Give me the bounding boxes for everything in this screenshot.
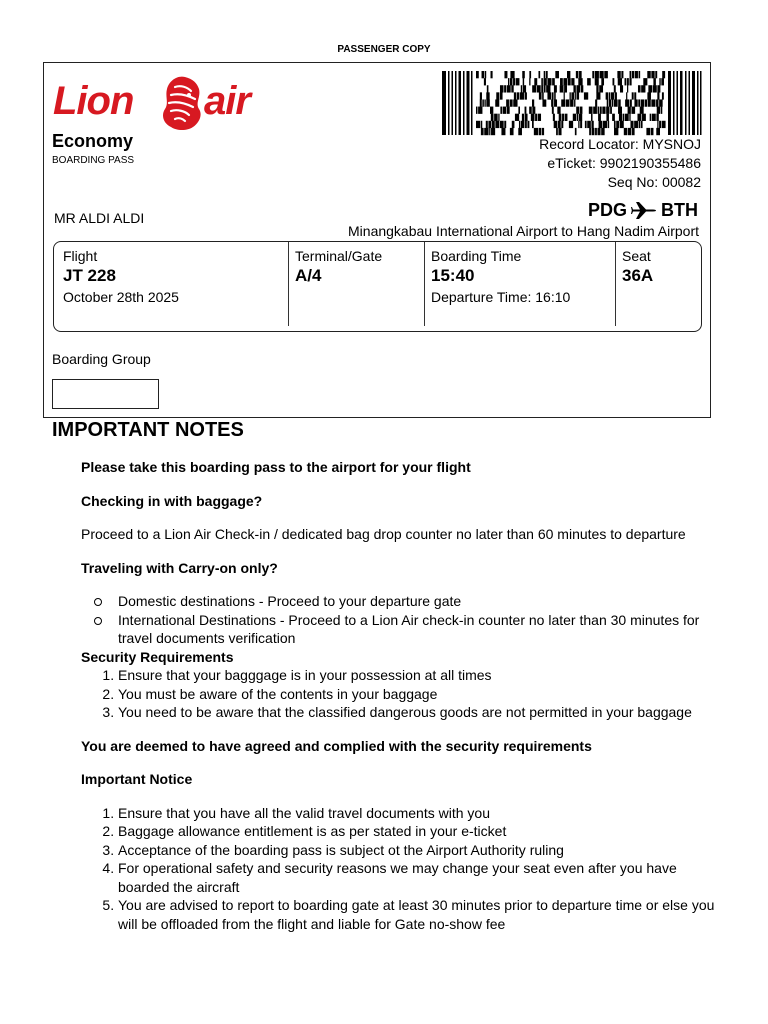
list-item: 2. You must be aware of the contents in your baggage bbox=[118, 685, 731, 704]
cabin-class: Economy bbox=[52, 131, 134, 151]
seat-number: 36A bbox=[622, 266, 654, 285]
agreement-text: You are deemed to have agreed and complied with the security requirements bbox=[81, 737, 592, 754]
baggage-text: Proceed to a Lion Air Check-in / dedicated bag drop counter no later than 60 minutes to departure bbox=[81, 526, 686, 542]
security-heading: Security Requirements bbox=[81, 648, 234, 665]
carryon-heading: Traveling with Carry-on only? bbox=[81, 559, 278, 576]
flight-column bbox=[54, 242, 288, 326]
notes-intro: Please take this boarding pass to the airport for your flight bbox=[81, 459, 471, 475]
list-item: 3. You need to be aware that the classified dangerous goods are not permitted in your baggage bbox=[118, 703, 731, 722]
logo-text-lion: Lion bbox=[53, 79, 134, 123]
boarding-pass-barcode bbox=[442, 69, 702, 137]
boarding-group-label: Boarding Group bbox=[52, 351, 151, 367]
flight-date: October 28th 2025 bbox=[63, 289, 179, 305]
booking-references bbox=[539, 135, 701, 192]
list-item: 5. You are advised to report to boarding gate at least 30 minutes prior to departure time or else you will be offloaded from the flight and liable for Gate no-show fee bbox=[118, 896, 731, 933]
airports-description: Minangkabau International Airport to Hang Nadim Airport bbox=[348, 223, 699, 239]
boarding-pass bbox=[43, 62, 711, 418]
boarding-time: 15:40 bbox=[431, 266, 475, 285]
lion-air-logo bbox=[53, 69, 273, 135]
list-item: Domestic destinations - Proceed to your departure gate bbox=[118, 592, 731, 611]
list-item: International Destinations - Proceed to a Lion Air check-in counter no later than 30 minutes for travel documents verification bbox=[118, 611, 731, 648]
notice-list bbox=[81, 804, 731, 934]
boarding-group-box bbox=[52, 379, 159, 409]
origin-code: PDG bbox=[587, 199, 627, 220]
sequence-number: Seq No: 00082 bbox=[607, 174, 701, 190]
carryon-list bbox=[81, 592, 731, 648]
notice-heading: Important Notice bbox=[81, 771, 193, 787]
flight-label: Flight bbox=[63, 248, 98, 264]
terminal-label: Terminal/Gate bbox=[295, 248, 383, 264]
route bbox=[588, 199, 698, 221]
departure-time: Departure Time: 16:10 bbox=[431, 289, 571, 305]
destination-code: BTH bbox=[661, 199, 698, 220]
important-notes-title: IMPORTANT NOTES bbox=[52, 419, 244, 441]
boarding-time-column bbox=[424, 242, 615, 326]
terminal-gate: A/4 bbox=[295, 266, 322, 285]
seat-column bbox=[615, 242, 701, 326]
important-notes bbox=[81, 458, 731, 933]
eticket-number: eTicket: 9902190355486 bbox=[547, 155, 701, 171]
boarding-pass-label: BOARDING PASS bbox=[52, 155, 135, 166]
passenger-copy-label: PASSENGER COPY bbox=[337, 44, 431, 55]
baggage-heading: Checking in with baggage? bbox=[81, 492, 263, 509]
list-item: 1. Ensure that your bagggage is in your possession at all times bbox=[118, 666, 731, 685]
record-locator: Record Locator: MYSNOJ bbox=[539, 136, 701, 152]
security-list bbox=[81, 666, 731, 722]
flight-info-box bbox=[53, 241, 702, 332]
list-item: 4. For operational safety and security reasons we may change your seat even after you have boarded the aircraft bbox=[118, 859, 731, 896]
list-item: 1. Ensure that you have all the valid travel documents with you bbox=[118, 804, 731, 823]
logo-text-air: air bbox=[204, 79, 250, 123]
list-item: 2. Baggage allowance entitlement is as per stated in your e-ticket bbox=[118, 822, 731, 841]
seat-label: Seat bbox=[622, 248, 651, 264]
terminal-column bbox=[288, 242, 424, 326]
airplane-icon bbox=[631, 199, 657, 221]
lion-emblem-icon bbox=[155, 73, 209, 133]
flight-number: JT 228 bbox=[63, 266, 116, 285]
list-item: 3. Acceptance of the boarding pass is subject ot the Airport Authority ruling bbox=[118, 841, 731, 860]
passenger-name: MR ALDI ALDI bbox=[54, 210, 145, 226]
boarding-time-label: Boarding Time bbox=[431, 248, 522, 264]
